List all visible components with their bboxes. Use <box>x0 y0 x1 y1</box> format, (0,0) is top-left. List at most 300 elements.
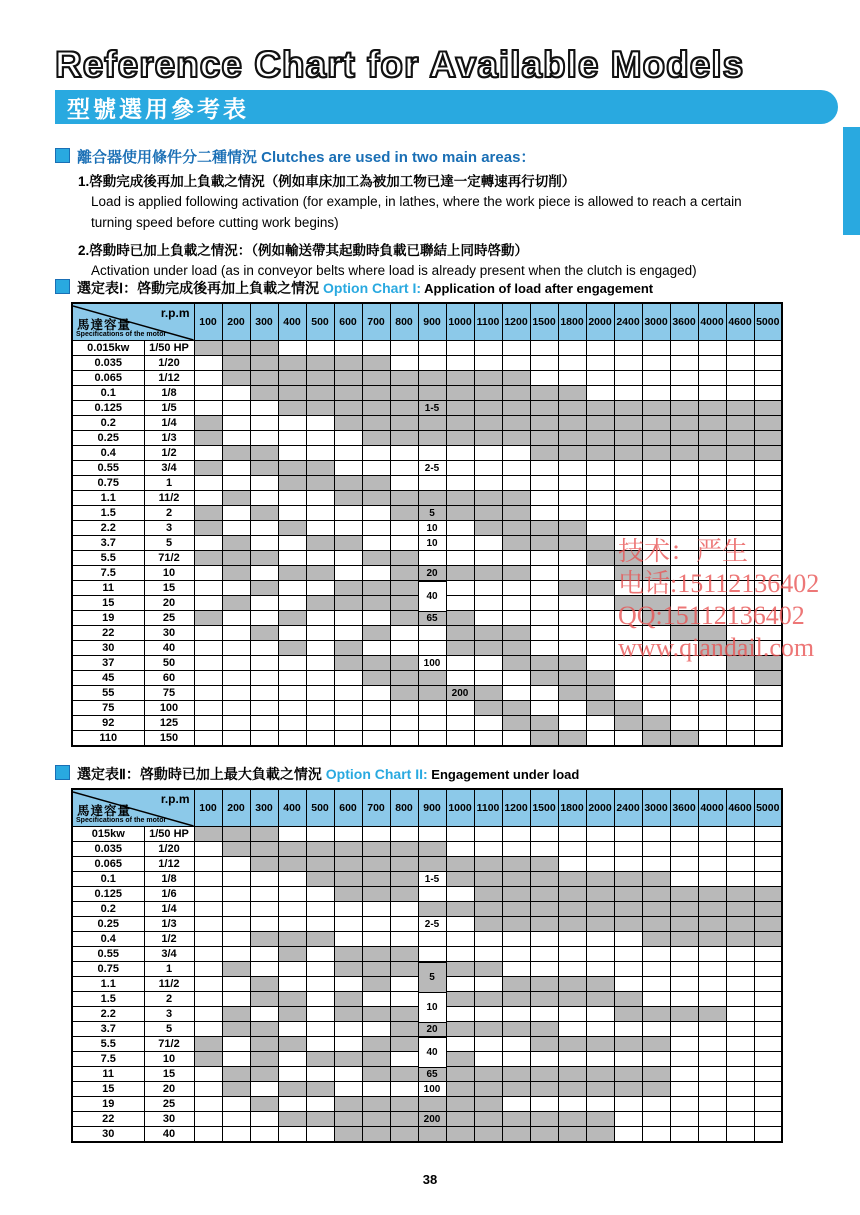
applicable-range-cell <box>418 386 446 401</box>
grid-cell <box>558 701 586 716</box>
grid-cell <box>670 596 698 611</box>
applicable-range-cell <box>614 917 642 932</box>
applicable-range-cell <box>642 1007 670 1022</box>
grid-cell <box>362 731 390 747</box>
applicable-range-cell <box>362 1007 390 1022</box>
applicable-range-cell <box>278 461 306 476</box>
applicable-range-cell <box>250 1022 278 1037</box>
applicable-range-cell <box>362 842 390 857</box>
applicable-range-cell <box>222 1022 250 1037</box>
grid-cell <box>194 917 222 932</box>
grid-cell <box>530 641 558 656</box>
applicable-range-cell <box>250 842 278 857</box>
grid-cell <box>614 857 642 872</box>
grid-cell <box>250 1007 278 1022</box>
banner-text: 型號選用參考表 <box>67 95 249 122</box>
applicable-range-cell <box>558 536 586 551</box>
motor-kw-cell: 0.2 <box>72 902 144 917</box>
grid-cell <box>278 731 306 747</box>
applicable-range-cell <box>670 611 698 626</box>
grid-cell <box>754 842 782 857</box>
applicable-range-cell <box>250 461 278 476</box>
intro-item-2 <box>78 241 778 282</box>
intro-item-1 <box>78 172 778 233</box>
applicable-range-cell <box>278 356 306 371</box>
blue-square-icon <box>55 279 70 294</box>
applicable-range-cell <box>586 701 614 716</box>
grid-cell <box>754 461 782 476</box>
grid-cell <box>530 701 558 716</box>
motor-kw-cell: 2.2 <box>72 521 144 536</box>
motor-kw-cell: 0.035 <box>72 842 144 857</box>
grid-cell <box>726 716 754 731</box>
applicable-range-cell <box>502 857 530 872</box>
motor-hp-cell: 3/4 <box>144 947 194 962</box>
table-row <box>72 491 782 506</box>
grid-cell <box>278 977 306 992</box>
grid-cell <box>278 701 306 716</box>
grid-cell <box>698 716 726 731</box>
applicable-range-cell <box>530 872 558 887</box>
motor-hp-cell: 71/2 <box>144 551 194 566</box>
grid-cell <box>586 491 614 506</box>
motor-hp-cell: 10 <box>144 1052 194 1067</box>
motor-hp-cell: 1/20 <box>144 356 194 371</box>
grid-cell <box>390 932 418 947</box>
grid-cell <box>390 521 418 536</box>
applicable-range-cell <box>334 596 362 611</box>
applicable-range-cell <box>586 887 614 902</box>
rpm-column-header: 4000 <box>698 303 726 341</box>
grid-cell <box>670 1037 698 1052</box>
grid-cell <box>698 731 726 747</box>
rpm-column-header: 1000 <box>446 303 474 341</box>
applicable-range-cell <box>726 416 754 431</box>
grid-cell <box>586 566 614 581</box>
applicable-range-cell <box>586 1127 614 1143</box>
grid-cell <box>334 1082 362 1097</box>
grid-cell <box>642 842 670 857</box>
applicable-range-cell <box>642 566 670 581</box>
grid-cell <box>754 857 782 872</box>
applicable-range-cell <box>222 446 250 461</box>
motor-kw-cell: 5.5 <box>72 551 144 566</box>
applicable-range-cell <box>502 887 530 902</box>
applicable-range-cell <box>726 917 754 932</box>
grid-cell <box>530 962 558 977</box>
grid-cell <box>278 902 306 917</box>
applicable-range-cell <box>250 932 278 947</box>
table-row <box>72 1067 782 1082</box>
applicable-range-cell <box>614 551 642 566</box>
applicable-range-cell <box>530 656 558 671</box>
grid-cell <box>670 716 698 731</box>
grid-cell <box>390 341 418 356</box>
grid-cell <box>250 947 278 962</box>
applicable-range-cell <box>502 506 530 521</box>
grid-cell <box>250 641 278 656</box>
applicable-range-cell <box>558 917 586 932</box>
applicable-range-cell <box>418 902 446 917</box>
grid-cell <box>334 341 362 356</box>
grid-cell <box>194 491 222 506</box>
grid-cell <box>222 506 250 521</box>
grid-cell <box>670 551 698 566</box>
grid-cell <box>194 371 222 386</box>
grid-cell <box>558 962 586 977</box>
grid-cell <box>250 401 278 416</box>
grid-cell <box>334 902 362 917</box>
rpm-column-header: 400 <box>278 303 306 341</box>
grid-cell <box>222 947 250 962</box>
grid-cell <box>502 581 530 596</box>
grid-cell <box>222 671 250 686</box>
table-row <box>72 356 782 371</box>
applicable-range-cell <box>530 887 558 902</box>
applicable-range-cell <box>222 1007 250 1022</box>
applicable-range-cell <box>390 1022 418 1037</box>
applicable-range-cell <box>362 872 390 887</box>
grid-cell <box>502 962 530 977</box>
grid-cell <box>558 1097 586 1112</box>
applicable-range-cell <box>642 932 670 947</box>
grid-cell <box>502 1052 530 1067</box>
applicable-range-cell <box>502 701 530 716</box>
grid-cell <box>446 656 474 671</box>
motor-hp-cell: 5 <box>144 536 194 551</box>
grid-cell <box>670 962 698 977</box>
grid-cell <box>670 521 698 536</box>
grid-cell <box>334 827 362 842</box>
applicable-range-cell <box>418 371 446 386</box>
grid-cell <box>586 626 614 641</box>
grid-cell <box>642 476 670 491</box>
applicable-range-cell <box>418 842 446 857</box>
grid-cell <box>390 902 418 917</box>
applicable-range-cell <box>334 1097 362 1112</box>
motor-kw-cell: 0.55 <box>72 461 144 476</box>
applicable-range-cell <box>278 857 306 872</box>
rpm-column-header: 2000 <box>586 303 614 341</box>
grid-cell <box>726 1112 754 1127</box>
rpm-column-header: 2000 <box>586 789 614 827</box>
applicable-range-cell <box>502 371 530 386</box>
grid-cell <box>306 431 334 446</box>
rpm-column-header: 1200 <box>502 303 530 341</box>
grid-cell <box>446 887 474 902</box>
applicable-range-cell <box>278 1112 306 1127</box>
grid-cell <box>670 872 698 887</box>
rpm-column-header: 1500 <box>530 789 558 827</box>
grid-cell <box>390 917 418 932</box>
applicable-range-cell <box>614 902 642 917</box>
applicable-range-cell <box>446 1097 474 1112</box>
motor-hp-cell: 20 <box>144 1082 194 1097</box>
applicable-range-cell <box>362 656 390 671</box>
grid-cell <box>194 887 222 902</box>
table-row <box>72 461 782 476</box>
rpm-column-header: 600 <box>334 789 362 827</box>
table-row <box>72 887 782 902</box>
applicable-range-cell <box>642 716 670 731</box>
grid-cell <box>530 947 558 962</box>
grid-cell <box>754 1037 782 1052</box>
motor-hp-cell: 1/3 <box>144 431 194 446</box>
applicable-range-cell <box>446 962 474 977</box>
grid-cell <box>754 827 782 842</box>
applicable-range-cell <box>754 917 782 932</box>
grid-cell <box>446 356 474 371</box>
grid-cell <box>278 1052 306 1067</box>
applicable-range-cell <box>642 1037 670 1052</box>
chart2-caption-en-rest: Engagement under load <box>427 767 580 782</box>
applicable-range-cell <box>502 1067 530 1082</box>
grid-cell <box>502 1097 530 1112</box>
applicable-range-cell <box>558 1082 586 1097</box>
applicable-range-cell <box>754 416 782 431</box>
applicable-range-cell <box>278 1007 306 1022</box>
grid-cell <box>390 701 418 716</box>
grid-cell <box>642 461 670 476</box>
applicable-range-cell <box>754 431 782 446</box>
applicable-range-cell <box>390 611 418 626</box>
rpm-column-header: 1800 <box>558 789 586 827</box>
applicable-range-cell <box>306 1112 334 1127</box>
applicable-range-cell <box>250 827 278 842</box>
grid-cell <box>474 731 502 747</box>
intro-item-2-en: Activation under load (as in conveyor belts where load is already present when the clutch is engaged) <box>91 263 697 278</box>
grid-cell <box>502 341 530 356</box>
grid-cell <box>250 1112 278 1127</box>
grid-cell <box>502 551 530 566</box>
motor-kw-cell: 7.5 <box>72 566 144 581</box>
grid-cell <box>222 1112 250 1127</box>
rpm-column-header: 3000 <box>642 789 670 827</box>
applicable-range-cell <box>558 671 586 686</box>
grid-cell <box>502 461 530 476</box>
applicable-range-cell <box>642 902 670 917</box>
applicable-range-cell <box>474 887 502 902</box>
grid-cell <box>446 842 474 857</box>
applicable-range-cell <box>390 371 418 386</box>
grid-cell <box>334 611 362 626</box>
chart2-caption-en-blue: Option Chart II: <box>325 766 428 782</box>
applicable-range-cell <box>222 371 250 386</box>
grid-cell <box>418 476 446 491</box>
grid-cell <box>278 416 306 431</box>
grid-cell <box>306 977 334 992</box>
model-number-label: 5 <box>418 506 446 521</box>
rpm-column-header: 800 <box>390 789 418 827</box>
grid-cell <box>614 932 642 947</box>
grid-cell <box>362 917 390 932</box>
applicable-range-cell <box>642 1067 670 1082</box>
grid-cell <box>250 962 278 977</box>
applicable-range-cell <box>502 626 530 641</box>
grid-cell <box>698 701 726 716</box>
grid-cell <box>390 716 418 731</box>
grid-cell <box>474 356 502 371</box>
applicable-range-cell <box>194 1052 222 1067</box>
grid-cell <box>306 962 334 977</box>
grid-cell <box>390 476 418 491</box>
grid-cell <box>558 626 586 641</box>
grid-cell <box>754 341 782 356</box>
grid-cell <box>614 371 642 386</box>
applicable-range-cell <box>362 596 390 611</box>
applicable-range-cell <box>362 1097 390 1112</box>
grid-cell <box>698 536 726 551</box>
applicable-range-cell <box>306 356 334 371</box>
grid-cell <box>278 716 306 731</box>
grid-cell <box>474 947 502 962</box>
grid-cell <box>194 701 222 716</box>
motor-kw-cell: 15 <box>72 1082 144 1097</box>
grid-cell <box>726 1037 754 1052</box>
model-number-label: 10 <box>418 992 447 1023</box>
grid-cell <box>642 371 670 386</box>
grid-cell <box>754 1097 782 1112</box>
grid-cell <box>586 947 614 962</box>
grid-cell <box>726 671 754 686</box>
grid-cell <box>726 521 754 536</box>
grid-cell <box>250 656 278 671</box>
grid-cell <box>754 872 782 887</box>
applicable-range-cell <box>222 341 250 356</box>
grid-cell <box>474 1052 502 1067</box>
applicable-range-cell <box>418 962 446 983</box>
page-number: 38 <box>422 1172 438 1187</box>
grid-cell <box>250 536 278 551</box>
applicable-range-cell <box>502 641 530 656</box>
grid-cell <box>418 641 446 656</box>
grid-cell <box>306 887 334 902</box>
grid-cell <box>670 1127 698 1143</box>
applicable-range-cell <box>446 1112 474 1127</box>
grid-cell <box>362 611 390 626</box>
grid-cell <box>446 446 474 461</box>
grid-cell <box>558 371 586 386</box>
grid-cell <box>698 872 726 887</box>
motor-hp-cell: 125 <box>144 716 194 731</box>
grid-cell <box>474 461 502 476</box>
motor-hp-cell: 11/2 <box>144 491 194 506</box>
grid-cell <box>754 977 782 992</box>
grid-cell <box>754 551 782 566</box>
rpm-column-header: 4600 <box>726 789 754 827</box>
grid-cell <box>754 581 782 596</box>
rpm-column-header: 4000 <box>698 789 726 827</box>
grid-cell <box>502 686 530 701</box>
table-row <box>72 431 782 446</box>
banner <box>55 90 838 124</box>
grid-cell <box>698 506 726 521</box>
applicable-range-cell <box>306 371 334 386</box>
grid-cell <box>726 1082 754 1097</box>
grid-cell <box>698 1052 726 1067</box>
grid-cell <box>278 872 306 887</box>
grid-cell <box>726 977 754 992</box>
grid-cell <box>698 977 726 992</box>
grid-cell <box>474 476 502 491</box>
grid-cell <box>306 446 334 461</box>
applicable-range-cell <box>558 977 586 992</box>
grid-cell <box>670 1022 698 1037</box>
grid-cell <box>446 1037 474 1052</box>
grid-cell <box>726 857 754 872</box>
grid-cell <box>306 491 334 506</box>
grid-cell <box>558 1052 586 1067</box>
grid-cell <box>446 521 474 536</box>
grid-cell <box>530 686 558 701</box>
applicable-range-cell <box>418 491 446 506</box>
applicable-range-cell <box>194 827 222 842</box>
grid-cell <box>334 1022 362 1037</box>
grid-cell <box>194 1022 222 1037</box>
grid-cell <box>670 506 698 521</box>
grid-cell <box>222 641 250 656</box>
grid-cell <box>446 596 474 611</box>
motor-hp-cell: 1/4 <box>144 416 194 431</box>
applicable-range-cell <box>362 887 390 902</box>
grid-cell <box>390 446 418 461</box>
motor-hp-cell: 30 <box>144 1112 194 1127</box>
applicable-range-cell <box>250 341 278 356</box>
grid-cell <box>362 536 390 551</box>
applicable-range-cell <box>530 521 558 536</box>
grid-cell <box>250 887 278 902</box>
grid-cell <box>698 341 726 356</box>
motor-kw-cell: 19 <box>72 611 144 626</box>
applicable-range-cell <box>474 626 502 641</box>
applicable-range-cell <box>474 1022 502 1037</box>
grid-cell <box>194 596 222 611</box>
grid-cell <box>250 716 278 731</box>
grid-cell <box>306 992 334 1007</box>
grid-cell <box>726 947 754 962</box>
rpm-column-header: 1000 <box>446 789 474 827</box>
applicable-range-cell <box>698 932 726 947</box>
rpm-column-header: 3000 <box>642 303 670 341</box>
grid-cell <box>362 701 390 716</box>
grid-cell <box>278 551 306 566</box>
motor-kw-cell: 0.1 <box>72 872 144 887</box>
applicable-range-cell <box>446 641 474 656</box>
grid-cell <box>446 947 474 962</box>
grid-cell <box>586 827 614 842</box>
grid-cell <box>614 521 642 536</box>
grid-cell <box>586 611 614 626</box>
grid-cell <box>502 356 530 371</box>
grid-cell <box>334 701 362 716</box>
applicable-range-cell <box>362 1127 390 1143</box>
grid-cell <box>334 521 362 536</box>
applicable-range-cell <box>194 611 222 626</box>
grid-cell <box>194 1082 222 1097</box>
motor-kw-cell: 1.5 <box>72 992 144 1007</box>
motor-kw-cell: 0.035 <box>72 356 144 371</box>
grid-cell <box>530 596 558 611</box>
grid-cell <box>698 611 726 626</box>
applicable-range-cell <box>698 917 726 932</box>
grid-cell <box>222 992 250 1007</box>
motor-kw-cell: 30 <box>72 641 144 656</box>
applicable-range-cell <box>586 917 614 932</box>
grid-cell <box>754 947 782 962</box>
applicable-range-cell <box>446 386 474 401</box>
applicable-range-cell <box>306 386 334 401</box>
grid-cell <box>586 356 614 371</box>
